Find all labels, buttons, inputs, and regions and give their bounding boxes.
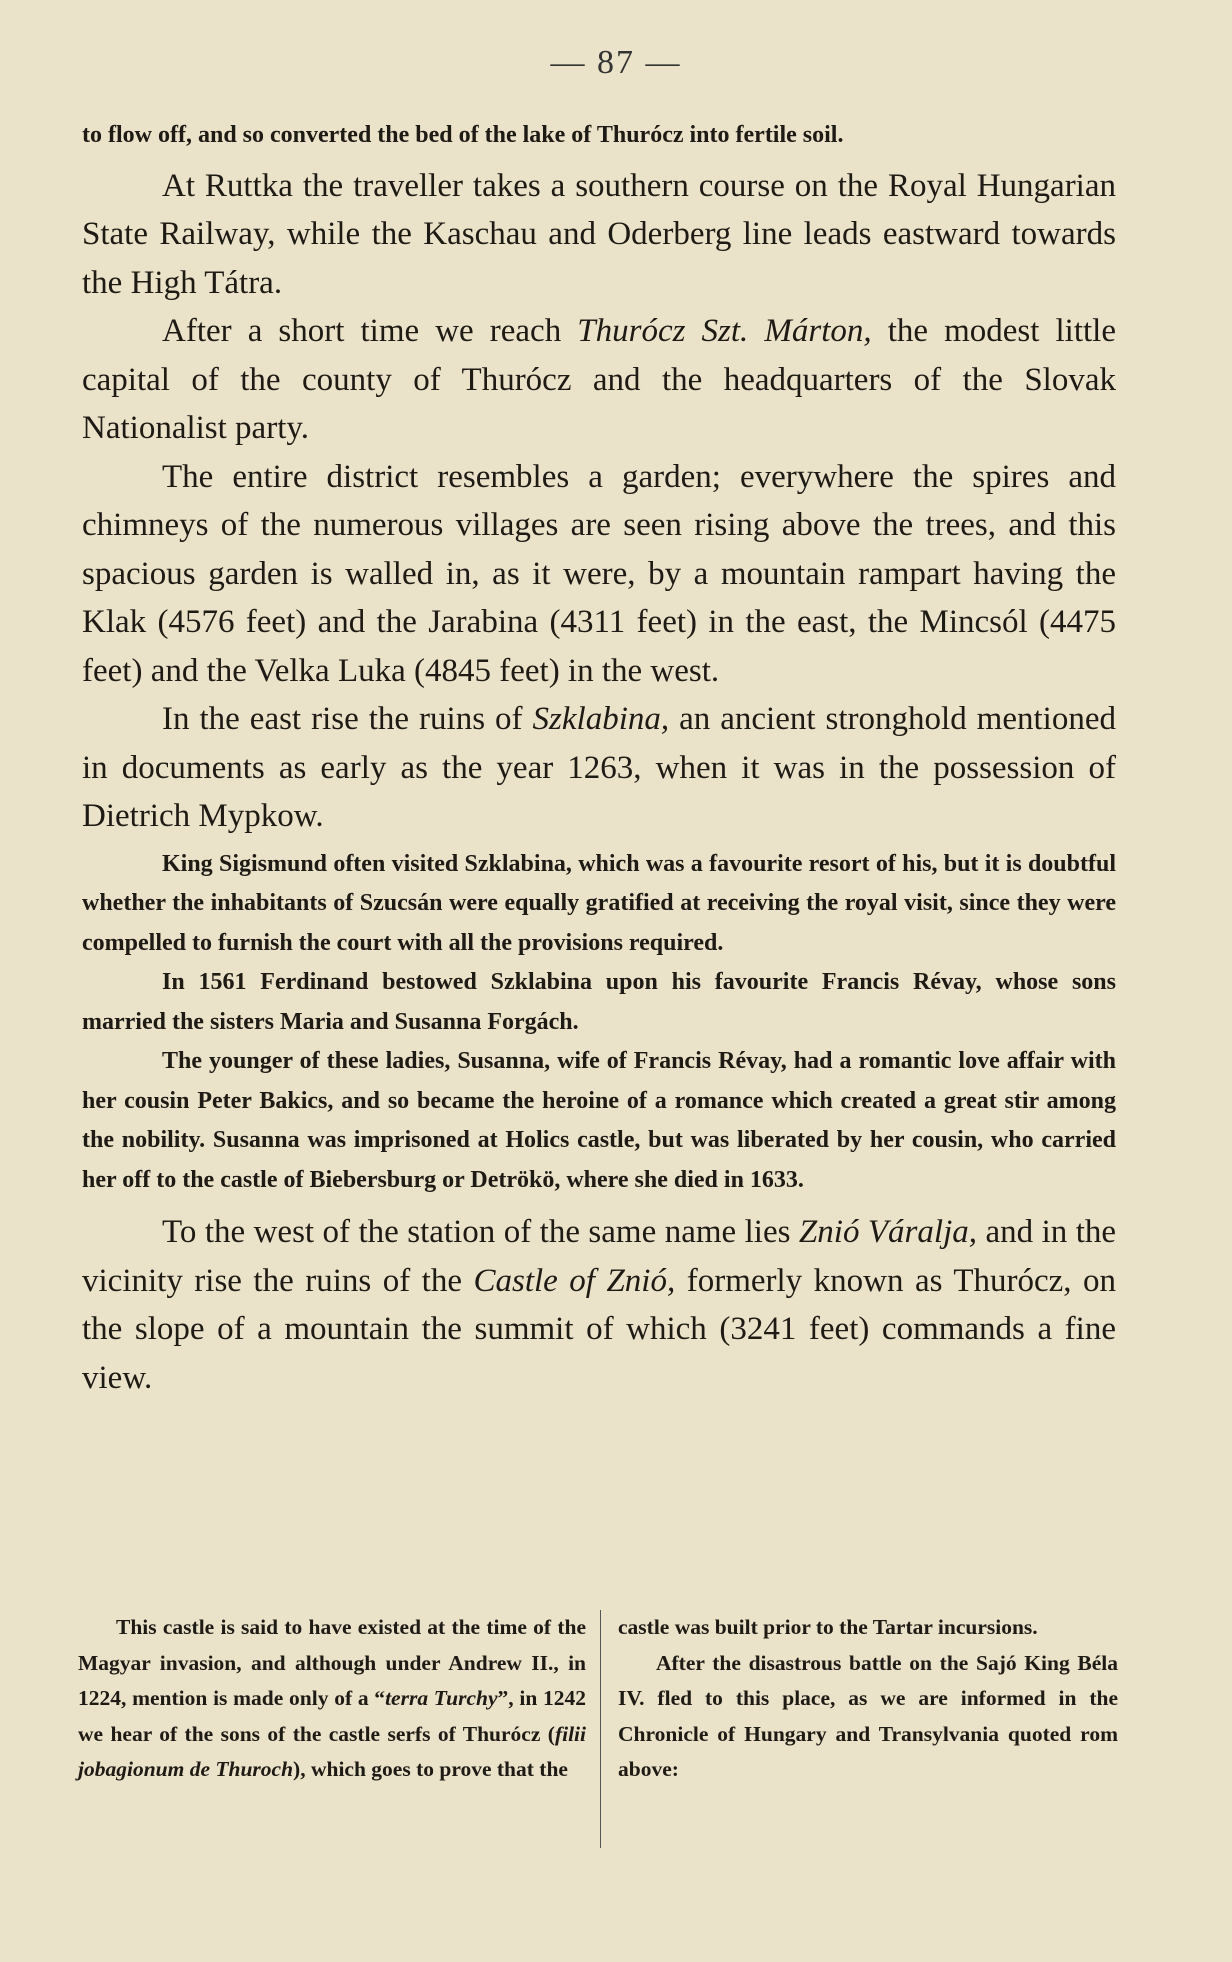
quote-terra-turchy: terra Turchy — [385, 1686, 498, 1710]
paragraph-szklabina-text-b: an ancient stronghold mentioned in documents as early as the year 1263, when it was in the possession of Dietrich Mypkow. — [82, 701, 1116, 834]
note-sigismund: King Sigismund often visited Szklabina, which was a favourite resort of his, but it is doubtful whether the inhabitants of Szucsán were equally gratified at receiving the royal visit, since they were compelled to furnish the court with all the provisions required. — [82, 850, 1116, 956]
paragraph-znio-text-b: and in the vicinity rise the ruins of the — [82, 1214, 1117, 1299]
paragraph-marton-text-b: the modest little capital of the county of Thurócz and the headquarters of the Slovak Nationalist party. — [82, 313, 1116, 446]
paragraph-szklabina — [82, 695, 1116, 841]
paragraph-marton — [82, 307, 1116, 453]
note-ferdinand: In 1561 Ferdinand bestowed Szklabina upon his favourite Francis Révay, whose sons married the sisters Maria and Susanna Forgách. — [82, 969, 1116, 1035]
note-column-right — [618, 1610, 1118, 1788]
paragraph-znio-text-c: formerly known as Thurócz, on the slope of a mountain the summit of which (3241 feet) commands a fine view. — [82, 1262, 1117, 1396]
note-castle-history — [78, 1610, 586, 1788]
quote-filii-jobagionum: filii jobagionum de Thuroch — [78, 1721, 586, 1781]
page-number: — 87 — — [550, 44, 682, 81]
paragraph-marton-text-a: After a short time we reach — [162, 313, 578, 349]
paragraph-szklabina-text-a: In the east rise the ruins of — [162, 701, 533, 737]
paragraph-ruttka: At Ruttka the traveller takes a southern course on the Royal Hungarian State Railway, while the Kaschau and Oderberg line leads eastward towards the High Tátra. — [82, 167, 1116, 301]
note-castle-text-a: This castle is said to have existed at the time of the Magyar invasion, and although under Andrew II., in 1224, mention is made only of a “ — [78, 1615, 586, 1710]
place-castle-of-znio: Castle of Znió, — [473, 1262, 676, 1299]
note-column-left — [78, 1610, 586, 1788]
note-susanna: The younger of these ladies, Susanna, wife of Francis Révay, had a romantic love affair with her cousin Peter Bakics, and so became the heroine of a romance which created a great stir among the nobility. Susanna was imprisoned at Holics castle, but was liberated by her cousin, who carried her off to the castle of Biebersburg or Detrökö, where she died in 1633. — [82, 1048, 1116, 1193]
paragraph-znio — [82, 1208, 1116, 1402]
place-thurocz-szt-marton: Thurócz Szt. Márton, — [577, 313, 872, 349]
place-szklabina: Szklabina, — [532, 701, 670, 737]
note-bela-iv: After the disastrous battle on the Sajó King Béla IV. fled to this place, as we are informed in the Chronicle of Hungary and Transylvania quoted rom above: — [618, 1650, 1118, 1781]
note-castle-text-b: ”, in 1242 we hear of the sons of the castle serfs of Thurócz ( — [78, 1686, 587, 1746]
paragraph-continuation: to flow off, and so converted the bed of the lake of Thurócz into fertile soil. — [82, 122, 844, 148]
column-divider — [600, 1610, 601, 1848]
main-text — [82, 116, 1116, 1402]
note-castle-text-c: ), which goes to prove that the — [293, 1757, 568, 1781]
note-castle-continued: castle was built prior to the Tartar incursions. — [618, 1615, 1038, 1639]
paragraph-znio-text-a: To the west of the station of the same name lies — [162, 1214, 799, 1250]
paragraph-district: The entire district resembles a garden; everywhere the spires and chimneys of the numerous villages are seen rising above the trees, and this spacious garden is walled in, as it were, by a mountain rampart having the Klak (4576 feet) and the Jarabina (4311 feet) in the east, the Mincsól (4475 feet) and the Velka Luka (4845 feet) in the west. — [82, 458, 1116, 689]
place-znio-varalja: Znió Váralja, — [798, 1214, 977, 1250]
two-column-notes — [78, 1610, 1118, 1850]
